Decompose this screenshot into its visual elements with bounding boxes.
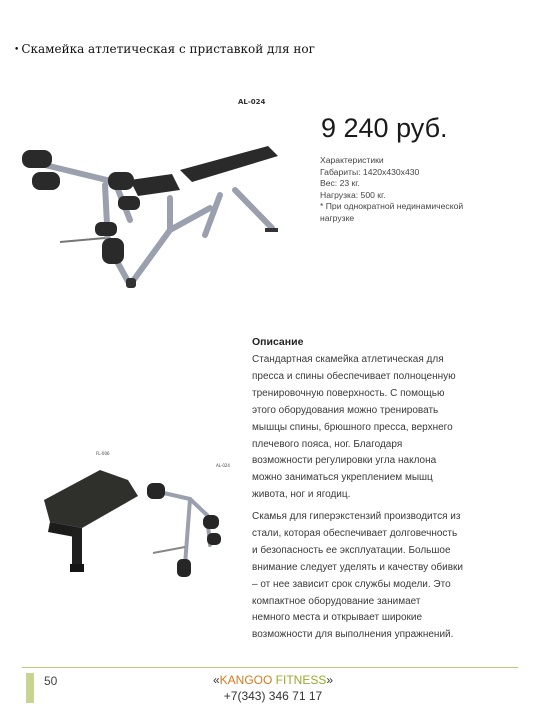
paragraph-line: возможности регулировки угла наклона — [252, 455, 437, 467]
brand-logo — [198, 673, 348, 687]
paragraph-line: можно заниматься укреплением мышц — [252, 472, 433, 484]
brand-fitness: FITNESS — [275, 673, 327, 687]
model-label-pad: FL-006 — [96, 451, 110, 456]
leg-attachment-image — [145, 475, 235, 585]
spec-note-cont: нагрузке — [320, 212, 355, 223]
description-paragraph-1 — [252, 352, 527, 504]
description-title: Описание — [252, 336, 304, 348]
spec-weight: Вес: 23 кг. — [320, 178, 360, 189]
phone-number: +7(343) 346 71 17 — [223, 689, 323, 703]
paragraph-line: плечевого пояса, ног. Благодаря — [252, 438, 403, 450]
paragraph-line: и безопасность ее эксплуатации. Большое — [252, 544, 451, 556]
specs-block — [320, 155, 520, 225]
bullet-icon: • — [14, 45, 20, 55]
brand-kangoo: KANGOO — [219, 673, 273, 687]
brand-quote-open: « — [212, 673, 220, 687]
description-paragraph-2 — [252, 509, 527, 644]
brand-quote-close: » — [326, 673, 334, 687]
paragraph-line: тренировочную поверхность. С помощью — [252, 387, 445, 399]
paragraph-line: немного места и открывает широкие — [252, 612, 423, 624]
price: 9 240 руб. — [321, 113, 448, 143]
model-label-main: AL-024 — [238, 98, 266, 106]
paragraph-line: Стандартная скамейка атлетическая для — [252, 354, 444, 365]
footer-divider — [22, 667, 518, 668]
paragraph-line: пресса и спины обеспечивает полноценную — [252, 370, 456, 382]
paragraph-line: Скамья для гиперэкстензий производится из — [252, 511, 461, 522]
preacher-pad-image — [30, 460, 140, 580]
footer-marker — [26, 673, 34, 703]
paragraph-line: мышцы спины, брюшного пресса, верхнего — [252, 421, 453, 433]
paragraph-line: живота, ног и ягодиц. — [252, 489, 351, 501]
paragraph-line: – от нее зависит срок службы модели. Это — [252, 578, 451, 590]
paragraph-line: внимание следует уделять и качеству обивки — [252, 561, 464, 573]
paragraph-line: компактное оборудование занимает — [252, 595, 421, 607]
paragraph-line: этого оборудования можно тренировать — [252, 404, 439, 416]
page-number: 50 — [44, 674, 58, 688]
paragraph-line: возможности для выполнения упражнений. — [252, 629, 454, 641]
spec-load: Нагрузка: 500 кг. — [320, 189, 386, 200]
specs-title: Характеристики — [320, 155, 384, 165]
page-title — [14, 42, 315, 56]
model-label-leg: AL-024 — [216, 463, 230, 468]
spec-note: * При однократной нединамической — [320, 201, 464, 212]
page-title-text: Скамейка атлетическая с приставкой для ног — [21, 42, 315, 56]
paragraph-line: стали, которая обеспечивает долговечность — [252, 527, 458, 539]
spec-dimensions: Габариты: 1420х430х430 — [320, 166, 420, 177]
bench-image — [10, 110, 310, 310]
